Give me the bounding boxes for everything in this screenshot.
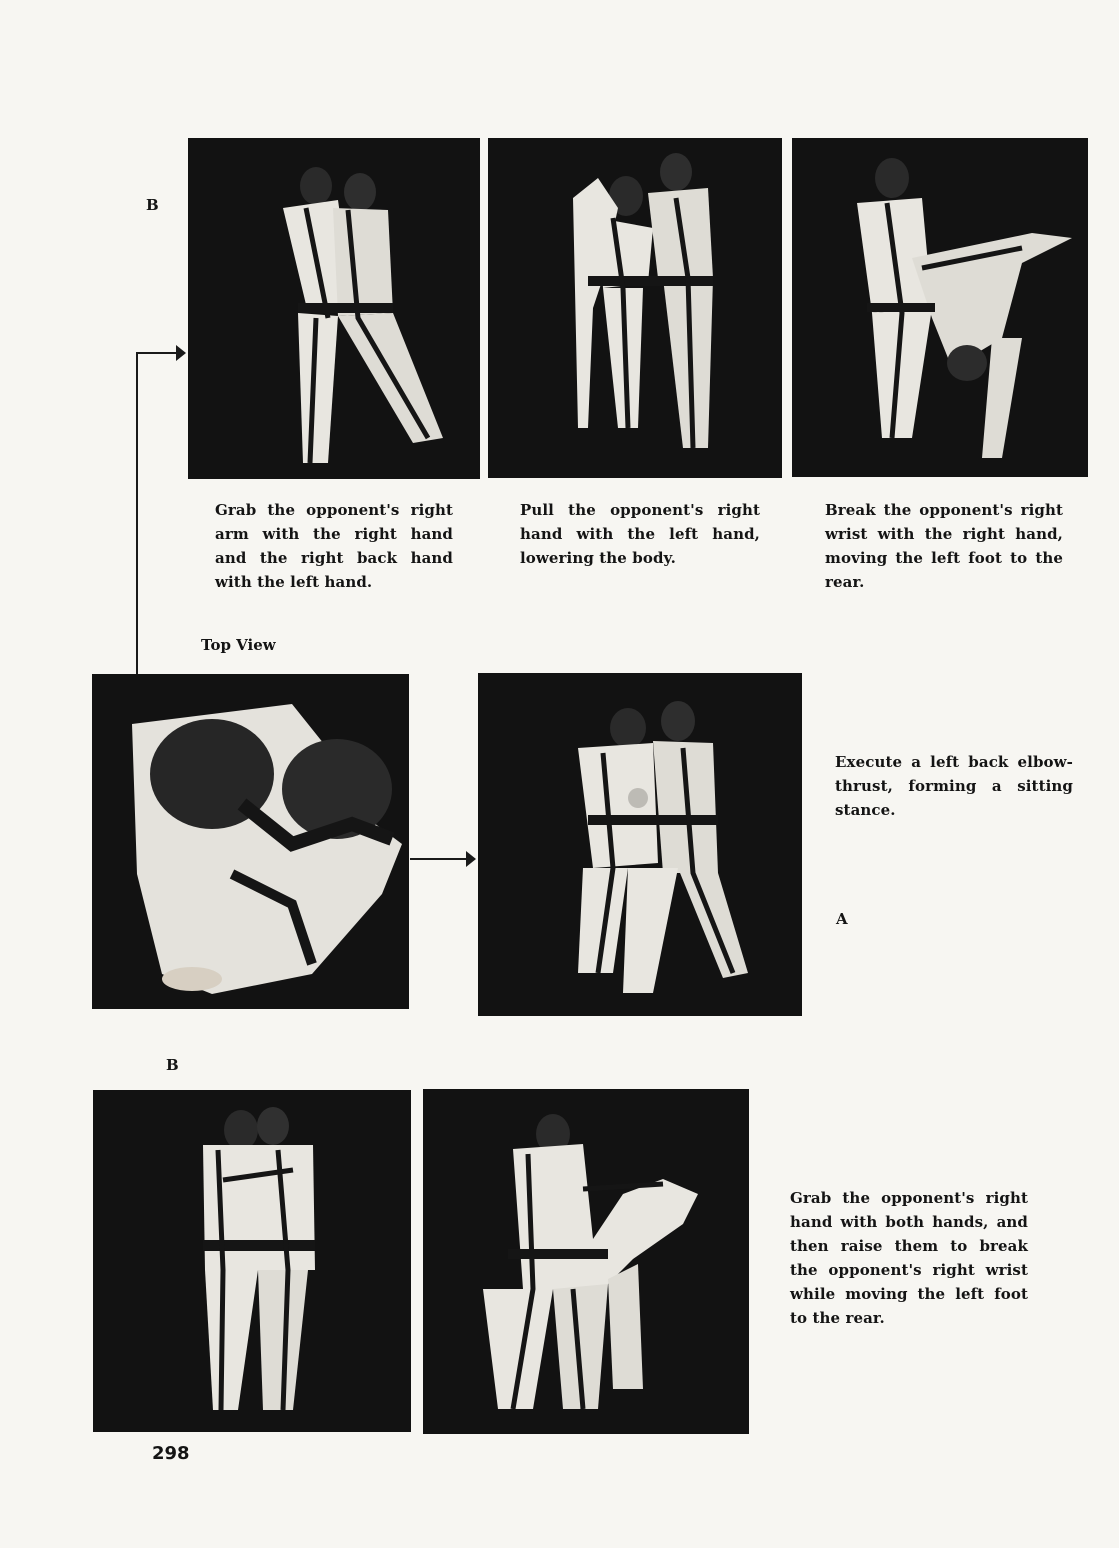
photo-break-wrist xyxy=(792,138,1088,477)
top-view-label: Top View xyxy=(201,636,276,654)
photo-elbow-thrust xyxy=(478,673,802,1016)
arrow-head-right-icon xyxy=(176,345,186,361)
photo-top-view xyxy=(92,674,409,1009)
photo-pull-hand xyxy=(488,138,782,478)
caption-elbow-thrust: Execute a left back elbow-thrust, forming a sitting stance. xyxy=(835,753,1073,819)
caption-step3: Break the opponent's right wrist with the right hand, moving the left foot to the rear. xyxy=(825,501,1063,591)
photo-grab-arm xyxy=(188,138,480,479)
figures-raise-break-wrist-image xyxy=(423,1089,749,1434)
caption-step2: Pull the opponent's right hand with the left hand, lowering the body. xyxy=(520,501,760,567)
section-label-b: B xyxy=(146,196,159,214)
arrow-head-right-icon xyxy=(466,851,476,867)
figures-top-view-image xyxy=(92,674,409,1009)
caption-step1: Grab the opponent's right arm with the right hand and the right back hand with the left hand. xyxy=(215,501,453,591)
arrow-line-horizontal xyxy=(410,858,472,860)
figures-elbow-thrust-image xyxy=(478,673,802,1016)
figures-pull-hand-image xyxy=(488,138,782,478)
figures-grab-arm-image xyxy=(188,138,480,479)
figures-grab-both-hands-image xyxy=(93,1090,411,1432)
section-label-b-bottom: B xyxy=(166,1056,179,1074)
figures-break-wrist-image xyxy=(792,138,1088,477)
caption-raise-break-wrist: Grab the opponent's right hand with both hands, and then raise them to break the opponent's right wrist while moving the left foot to the rear. xyxy=(790,1189,1028,1327)
photo-raise-break-wrist xyxy=(423,1089,749,1434)
section-label-a: A xyxy=(836,910,848,928)
connector-line-vertical xyxy=(136,352,138,674)
photo-grab-both-hands xyxy=(93,1090,411,1432)
page-number: 298 xyxy=(152,1443,190,1464)
